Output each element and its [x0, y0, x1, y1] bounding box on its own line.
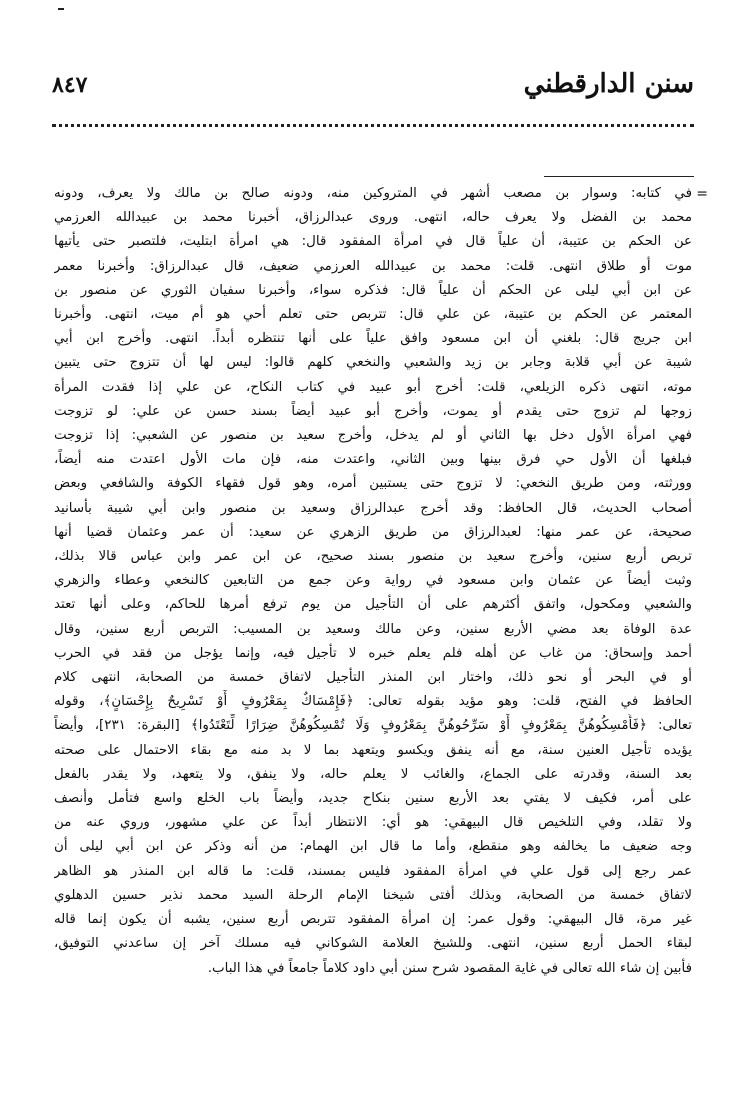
text-line: ابن جريج قال: بلغني أن ابن مسعود وافق علياً على أنها تنتظره أبداً. انتهى. وأخرج ابن أبي: [54, 331, 692, 347]
text-line: عمر رجع إلى قول علي في امرأة المفقود فليس بمسند، قلت: ما قاله ابن المنذر هو الظاهر: [54, 863, 692, 879]
text-line: أحمد وإسحاق: من غاب عن أهله فلم يعلم خبره لا تأجيل فيه، وإنما يؤجل من فقد في الحرب: [54, 645, 692, 661]
text-line: الحافظ في الفتح، قلت: وهو مؤيد بقوله تعالى: ﴿فَإِمْسَاكٌ بِمَعْرُوفٍ أَوْ تَسْرِيحٌ بِإِحْسَانٍ﴾، وقوله: [54, 694, 692, 710]
text-line: في كتابه: وسوار بن مصعب أشهر في المتروكين منه، ودونه صالح بن مالك ولا يعرف، ودونه: [54, 186, 692, 201]
text-line: بعد السنة، وقدرته على الجماع، والغائب لا يعلم حاله، ولا ينفق، ولا يتعهد، ولا يقدر بالفعل: [54, 766, 692, 782]
text-line: غير مرة، قال البيهقي: وقول عمر: إن امرأة المفقود تتربص أربع سنين، يشبه أن يكون إنما قاله: [54, 912, 692, 928]
text-line: لبقاء الحمل أربع سنين، انتهى. وللشيخ العلامة الشوكاني فيه مسلك آخر إن ساعدني التوفيق،: [54, 936, 692, 952]
continuation-mark: =: [696, 186, 708, 202]
text-line: محمد بن الفضل ولا يعرف حاله، انتهى. وروى عبدالرزاق، أخبرنا محمد بن عبيدالله العرزمي: [54, 210, 692, 226]
text-line: فهي امرأة الأول دخل بها الثاني أو لم يدخل، وأخرج سعيد بن منصور عن الشعبي: إذا تزوجت: [54, 428, 692, 444]
scan-mark: [58, 8, 64, 10]
text-line: يؤيده تأجيل العنين سنة، مع أنه ينفق ويكسو ويتعهد بما لا بد منه مع بقاء الاحتمال على صحته: [54, 742, 692, 758]
dotted-separator: [52, 124, 694, 127]
text-line: المعتمر عن الحكم بن عتيبة، عن علي قال: تتربص حتى تعلم أحي هو أم ميت، انتهى. وأخبرنا: [54, 307, 692, 323]
text-line: فأبين إن شاء الله تعالى في غاية المقصود شرح سنن أبي داود كلاماً جامعاً في هذا الباب.: [207, 960, 692, 976]
text-line: فبلغها أن الأول حي فرق بينها وبين الثاني، واعتدت منه، فإن مات الأول اعتدت منه أيضاً،: [54, 452, 692, 468]
text-line: أصحاب الحديث، قال الحافظ: وقد أخرج عبدالرزاق وسعيد بن منصور وابن أبي شيبة بأسانيد: [54, 500, 692, 516]
text-line: شيبة عن أبي قلابة وجابر بن زيد والشعبي والنخعي كلهم قالوا: ليس لها أن تتزوج حتى يتبين: [54, 355, 692, 371]
page-number: ٨٤٧: [52, 72, 88, 98]
text-line: تعالى: ﴿فَأَمْسِكُوهُنَّ بِمَعْرُوفٍ أَوْ سَرِّحُوهُنَّ بِمَعْرُوفٍ وَلَا تُمْسِكُوهُنَّ ضِرَارًا لِّتَعْتَدُوا﴾ [البقرة: ٢٣١]، وأيضاً: [54, 718, 692, 734]
text-line: عن الحكم بن عتيبة، أن علياً قال في امرأة المفقود قال: هي امرأة ابتليت، فلتصبر حتى يأتيها: [54, 234, 692, 250]
text-line: لاتفاق خمسة من الصحابة، وبذلك أفتى شيخنا الإمام الرحلة السيد محمد نذير حسين الدهلوي: [54, 887, 692, 903]
book-title: سنن الدارقطني: [523, 69, 694, 99]
text-line: تربص أربع سنين، وأخرج سعيد بن منصور بسند صحيح، عن ابن عمر وابن عباس قالا بذلك،: [54, 549, 692, 565]
text-line: وثبت أيضاً عن عثمان وابن مسعود في رواية وعن جمع من التابعين كالنخعي وعطاء والزهري: [54, 573, 692, 589]
text-line: موته، انتهى ذكره الزيلعي، قلت: أخرج أبو عبيد في كتاب النكاح، عن علي إذا فقدت المرأة: [54, 379, 692, 395]
text-line: وورثته، ومن طريق النخعي: لا تزوج حتى يستبين أمره، وهو قول فقهاء الكوفة والشافعي وبعض: [54, 476, 692, 492]
text-line: عن ابن أبي ليلى عن الحكم أن علياً قال: فذكره سواء، وأخبرنا سفيان الثوري عن منصور بن: [54, 282, 692, 298]
footnote-text: [54, 182, 692, 981]
text-line: أو في البحر أو نحو ذلك، واختار ابن المنذر التأجيل لاتفاق خمسة من الصحابة، انتهى كلام: [54, 670, 692, 686]
text-line: والشعبي ومكحول، واتفق أكثرهم على أن التأجيل من يوم ترفع أمرها للحاكم، وعلى أنها تعتد: [54, 597, 692, 613]
text-line: ولا تقلد، وفي التلخيص قال البيهقي: هو أي: الانتظار أبداً عن علي مشهور، وروي عنه من: [54, 815, 692, 831]
footnote-rule: [544, 176, 694, 177]
text-line: صحيحة، عن عمر منها: لعبدالرزاق من طريق الزهري عن سعيد: أن عمر وعثمان قضيا أنها: [54, 524, 692, 540]
text-line: موت أو طلاق انتهى. قلت: محمد بن عبيدالله العرزمي ضعيف، قال عبدالرزاق: وأخبرنا معمر: [54, 258, 692, 274]
page-header: [52, 66, 694, 106]
text-line: على أمر، فكيف لا يفتي بعد الأربع سنين بنكاح جديد، وأيضاً باب الخلع واسع فتأمل وأنصف: [54, 791, 692, 807]
text-line: وجه ضعيف ما يخالفه وهو منقطع، وأما ما قال ابن الهمام: من أنه وذكر عن ابن أبي ليلى أن: [54, 839, 692, 855]
text-line: زوجها لم تزوج حتى يقدم أو يموت، وأخرج أبو عبيد أيضاً بسند حسن عن علي: لو تزوجت: [54, 403, 692, 419]
text-line: عدة الوفاة بعد مضي الأربع سنين، وعن مالك وسعيد بن المسيب: التربص أربع سنين، وقال: [54, 621, 692, 637]
